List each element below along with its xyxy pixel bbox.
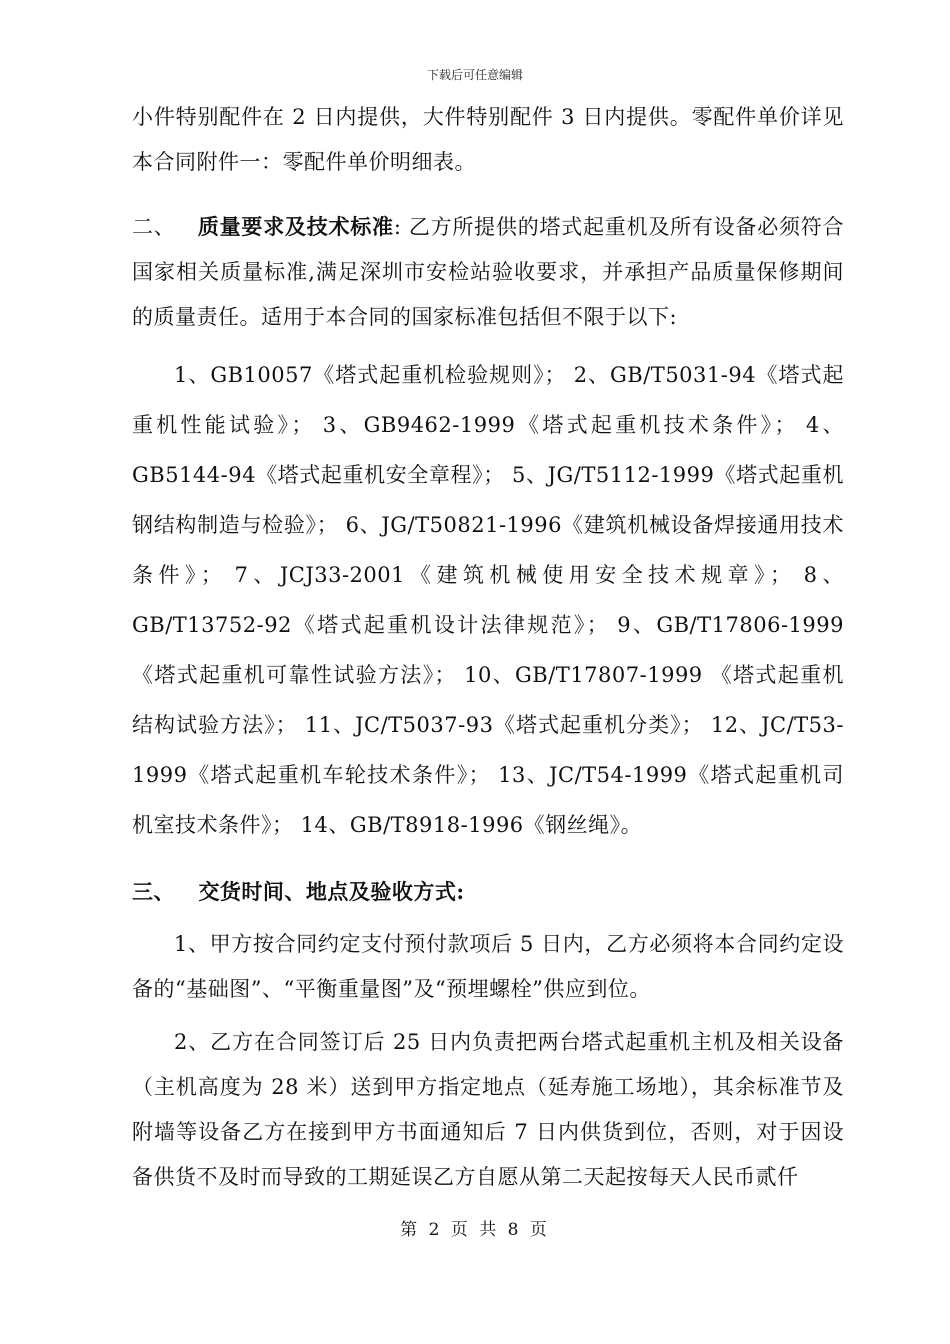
paragraph-spare-parts: 小件特别配件在 2 日内提供，大件特别配件 3 日内提供。零配件单价详见本合同附件一：零配件单价明细表。 [132,105,844,174]
section-3-item-2: 2、乙方在合同签订后 25 日内负责把两台塔式起重机主机及相关设备（主机高度为 28 米）送到甲方指定地点（延寿施工场地），其余标准节及附墙等设备乙方在接到甲方书面通知后 7 日内供货到位，否则，对于因设备供货不及时而导致的工期延误乙方自愿从第二天起按每天人民币贰仟 [132,1030,844,1189]
section-2-body: : 乙方所提供的塔式起重机及所有设备必须符合国家相关质量标准,满足深圳市安检站验收要求，并承担产品质量保修期间的质量责任。适用于本合同的国家标准包括但不限于以下: [132,215,845,329]
section-2-paragraph [132,204,844,340]
section-3-heading [132,869,844,914]
section-3-number: 三、 [132,879,175,904]
page-header-note: 下载后可任意编辑 [426,68,523,82]
section-3-title: 交货时间、地点及验收方式: [198,879,465,904]
document-body [132,95,844,1200]
section-3-item-1: 1、甲方按合同约定支付预付款项后 5 日内，乙方必须将本合同约定设备的“基础图”、“平衡重量图”及“预埋螺栓”供应到位。 [132,932,844,1001]
page-number-footer: 第 2 页 共 8 页 [400,1220,550,1240]
section-2-title: 质量要求及技术标准 [197,214,394,239]
standards-list: 1、GB10057《塔式起重机检验规则》； 2、GB/T5031-94《塔式起重机性能试验》； 3、GB9462-1999《塔式起重机技术条件》； 4、GB5144-94《塔式起重机安全章程》； 5、JG/T5112-1999《塔式起重机钢结构制造与检验》； 6、JG/T50821-1996《建筑机械设备焊接通用技术条件》； 7、JCJ33-2001《建筑机械使用安全技术规章》； 8、GB/T13752-92《塔式起重机设计法律规范》； 9、GB/T17806-1999《塔式起重机可靠性试验方法》； 10、GB/T17807-1999 《塔式起重机结构试验方法》； 11、JC/T5037-93《塔式起重机分类》； 12、JC/T53-1999《塔式起重机车轮技术条件》； 13、JC/T54-1999《塔式起重机司机室技术条件》； 14、GB/T8918-1996《钢丝绳》。 [132,363,844,837]
section-2-number: 二、 [132,215,176,239]
